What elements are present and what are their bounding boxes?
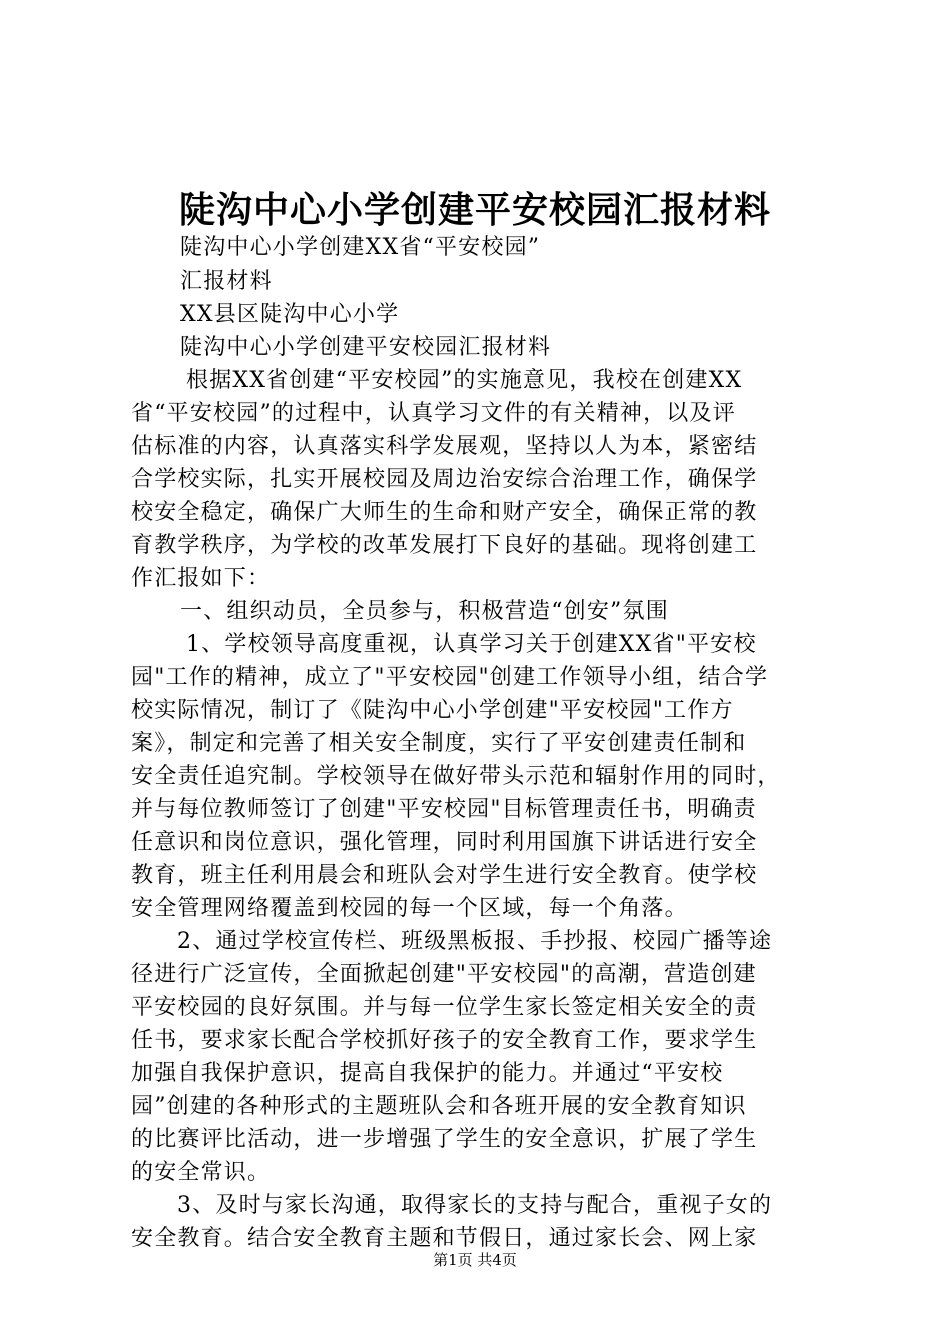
header-line: 汇报材料 bbox=[180, 269, 273, 294]
item1-line: 并与每位教师签订了创建"平安校园"目标管理责任书，明确责 bbox=[131, 797, 757, 822]
document-title: 陡沟中心小学创建平安校园汇报材料 bbox=[178, 189, 771, 231]
header-line: 陡沟中心小学创建XX省“平安校园” bbox=[180, 235, 541, 260]
item1-line: 案》，制定和完善了相关安全制度，实行了平安创建责任制和 bbox=[131, 731, 747, 756]
item1-line: 校实际情况，制订了《陡沟中心小学创建"平安校园"工作方 bbox=[131, 698, 734, 723]
item1-line: 园"工作的精神，成立了"平安校园"创建工作领导小组，结合学 bbox=[131, 665, 769, 690]
item3-line: 安全教育。结合安全教育主题和节假日，通过家长会、网上家 bbox=[131, 1226, 758, 1251]
item2-line: 的比赛评比活动，进一步增强了学生的安全意识，扩展了学生 bbox=[131, 1127, 758, 1152]
item1-line: 教育，班主任利用晨会和班队会对学生进行安全教育。使学校 bbox=[131, 863, 758, 888]
intro-line: 校安全稳定，确保广大师生的生命和财产安全，确保正常的教 bbox=[131, 500, 758, 525]
intro-line: 估标准的内容，认真落实科学发展观，坚持以人为本，紧密结 bbox=[131, 434, 758, 459]
intro-line: 省“平安校园”的过程中，认真学习文件的有关精神，以及评 bbox=[131, 401, 736, 426]
intro-line: 合学校实际，扎实开展校园及周边治安综合治理工作，确保学 bbox=[131, 467, 758, 492]
header-line: 陡沟中心小学创建平安校园汇报材料 bbox=[180, 335, 552, 360]
item1-line: 安全管理网络覆盖到校园的每一个区域，每一个角落。 bbox=[131, 896, 688, 921]
item2-line: 径进行广泛宣传，全面掀起创建"平安校园"的高潮，营造创建 bbox=[131, 962, 757, 987]
intro-line: 根据XX省创建“平安校园”的实施意见，我校在创建XX bbox=[186, 368, 743, 393]
item1-line: 安全责任追究制。学校领导在做好带头示范和辐射作用的同时， bbox=[131, 764, 781, 789]
item2-line: 加强自我保护意识，提高自我保护的能力。并通过“平安校 bbox=[131, 1061, 724, 1086]
item2-line: 任书，要求家长配合学校抓好孩子的安全教育工作，要求学生 bbox=[131, 1028, 758, 1053]
page-number: 第1页 共4页 bbox=[433, 1251, 517, 1269]
item2-line: 的安全常识。 bbox=[131, 1160, 271, 1185]
item2-line: 平安校园的良好氛围。并与每一位学生家长签定相关安全的责 bbox=[131, 995, 758, 1020]
item3-line: 3、及时与家长沟通，取得家长的支持与配合，重视子女的 bbox=[177, 1193, 773, 1218]
intro-line: 育教学秩序，为学校的改革发展打下良好的基础。现将创建工 bbox=[131, 533, 758, 558]
item2-line: 2、通过学校宣传栏、班级黑板报、手抄报、校园广播等途 bbox=[177, 929, 773, 954]
item1-line: 1、学校领导高度重视，认真学习关于创建XX省"平安校 bbox=[186, 632, 757, 657]
header-line: XX县区陡沟中心小学 bbox=[180, 302, 400, 327]
item1-line: 任意识和岗位意识，强化管理，同时利用国旗下讲话进行安全 bbox=[131, 830, 758, 855]
section-heading: 一、组织动员，全员参与，积极营造“创安”氛围 bbox=[180, 599, 669, 624]
item2-line: 园”创建的各种形式的主题班队会和各班开展的安全教育知识 bbox=[131, 1094, 747, 1119]
intro-line: 作汇报如下： bbox=[131, 566, 271, 591]
